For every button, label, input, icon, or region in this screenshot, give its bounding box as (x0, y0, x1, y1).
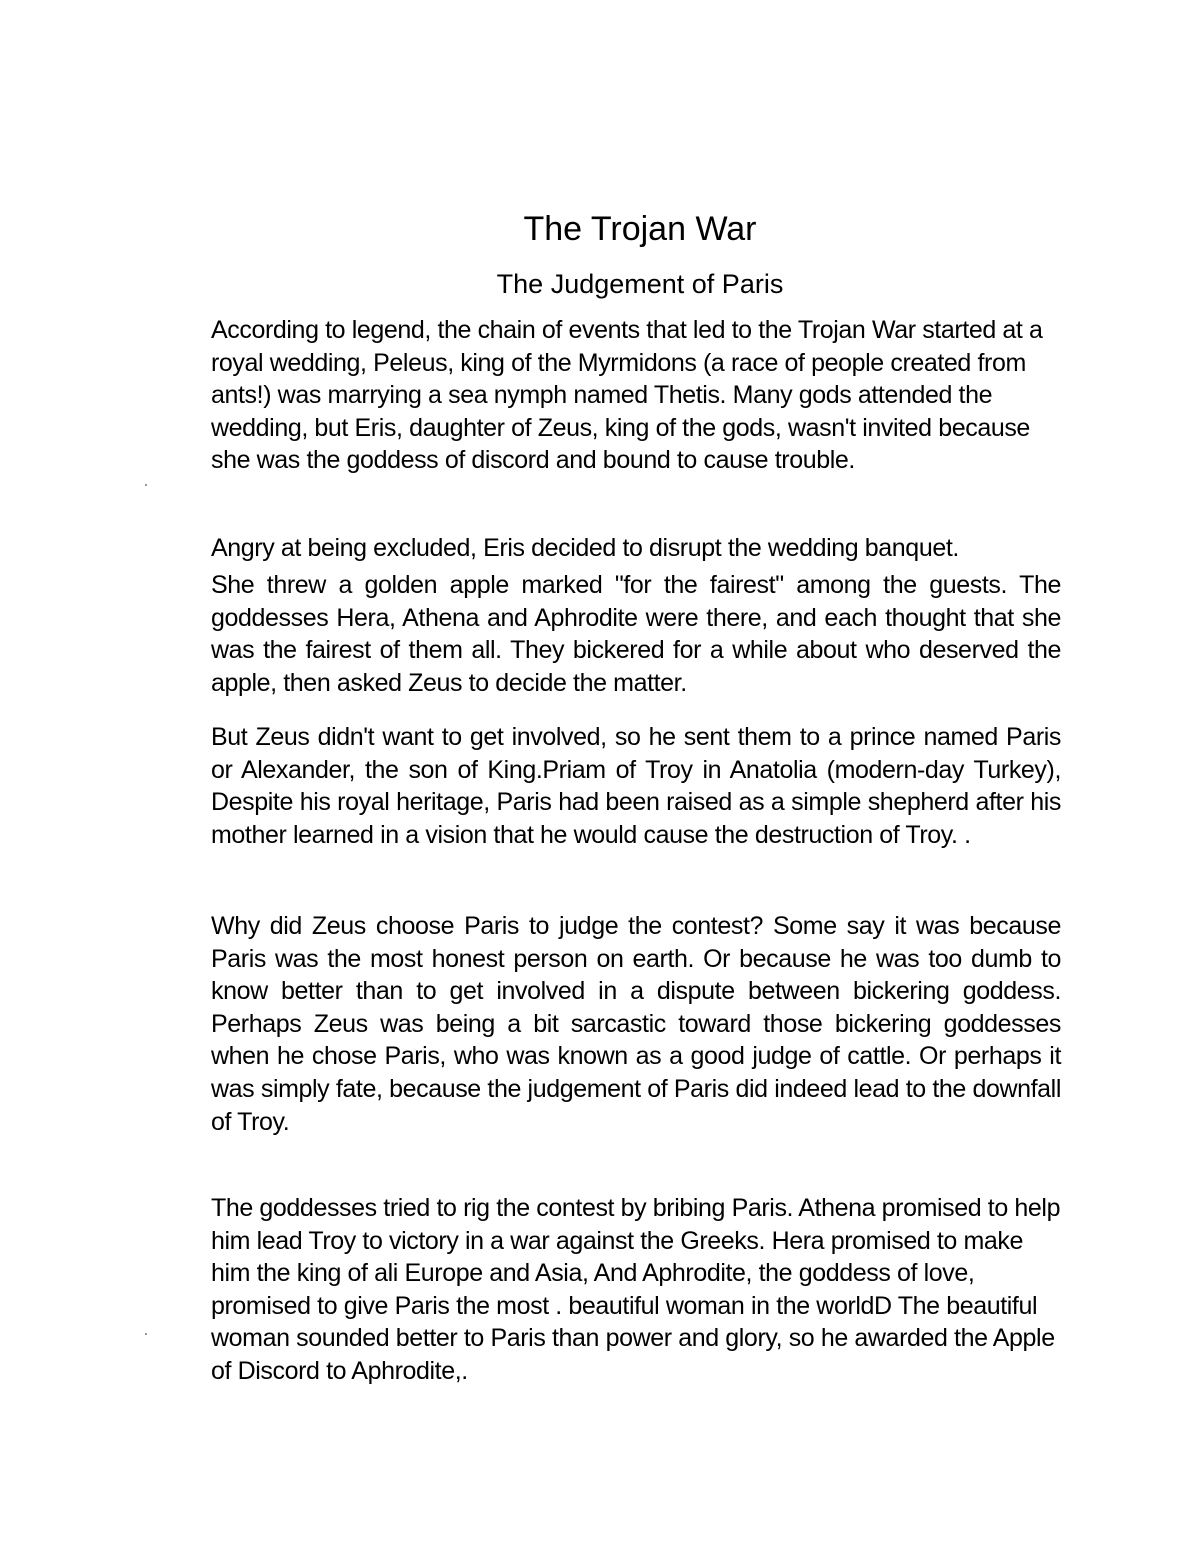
paragraph-golden-apple: She threw a golden apple marked "for the fairest" among the guests. The goddesses Hera, Athena and Aphrodite were there, and each thought that she was the fairest of them all. They bickered for a while about who deserved the apple, then asked Zeus to decide the matter. (211, 571, 1061, 697)
document-title: The Trojan War (523, 210, 757, 248)
paragraph-why-paris: Why did Zeus choose Paris to judge the contest? Some say it was because Paris was the most honest person on earth. Or because he was too dumb to know better than to get involved in a dispute between bickering goddess. Perhaps Zeus was being a bit sarcastic toward those bickering goddesses when he chose Paris, who was known as a good judge of cattle. Or perhaps it was simply fate, because the judgement of Paris did indeed lead to the downfall of Troy. (211, 912, 1061, 1136)
paragraph-bribes: The goddesses tried to rig the contest by bribing Paris. Athena promised to help him lead Troy to victory in a war against the Greeks. Hera promised to make him the king of ali Europe and Asia, And Aphrodite, the goddess of love, promised to give Paris the most . beautiful woman in the worldD The beautiful woman sounded better to Paris than power and glory, so he awarded the Apple of Discord to Aphrodite,. (211, 1194, 1061, 1385)
margin-mark (145, 1333, 147, 1335)
document-subtitle: The Judgement of Paris (496, 269, 784, 299)
paragraph-wedding: According to legend, the chain of events that led to the Trojan War started at a royal wedding, Peleus, king of the Myrmidons (a race of people created from ants!) was marrying a sea nymph named Thetis. Many gods attended the wedding, but Eris, daughter of Zeus, king of the gods, wasn't invited because she was the goddess of discord and bound to cause trouble. (211, 316, 1043, 475)
paragraph-paris: But Zeus didn't want to get involved, so he sent them to a prince named Paris or Alexander, the son of King.Priam of Troy in Anatolia (modern-day Turkey), Despite his royal heritage, Paris had been raised as a simple shepherd after his mother learned in a vision that he would cause the destruction of Troy. . (211, 723, 1061, 849)
paragraph-eris-angry: Angry at being excluded, Eris decided to disrupt the wedding banquet. (211, 534, 959, 562)
margin-mark (145, 484, 147, 486)
